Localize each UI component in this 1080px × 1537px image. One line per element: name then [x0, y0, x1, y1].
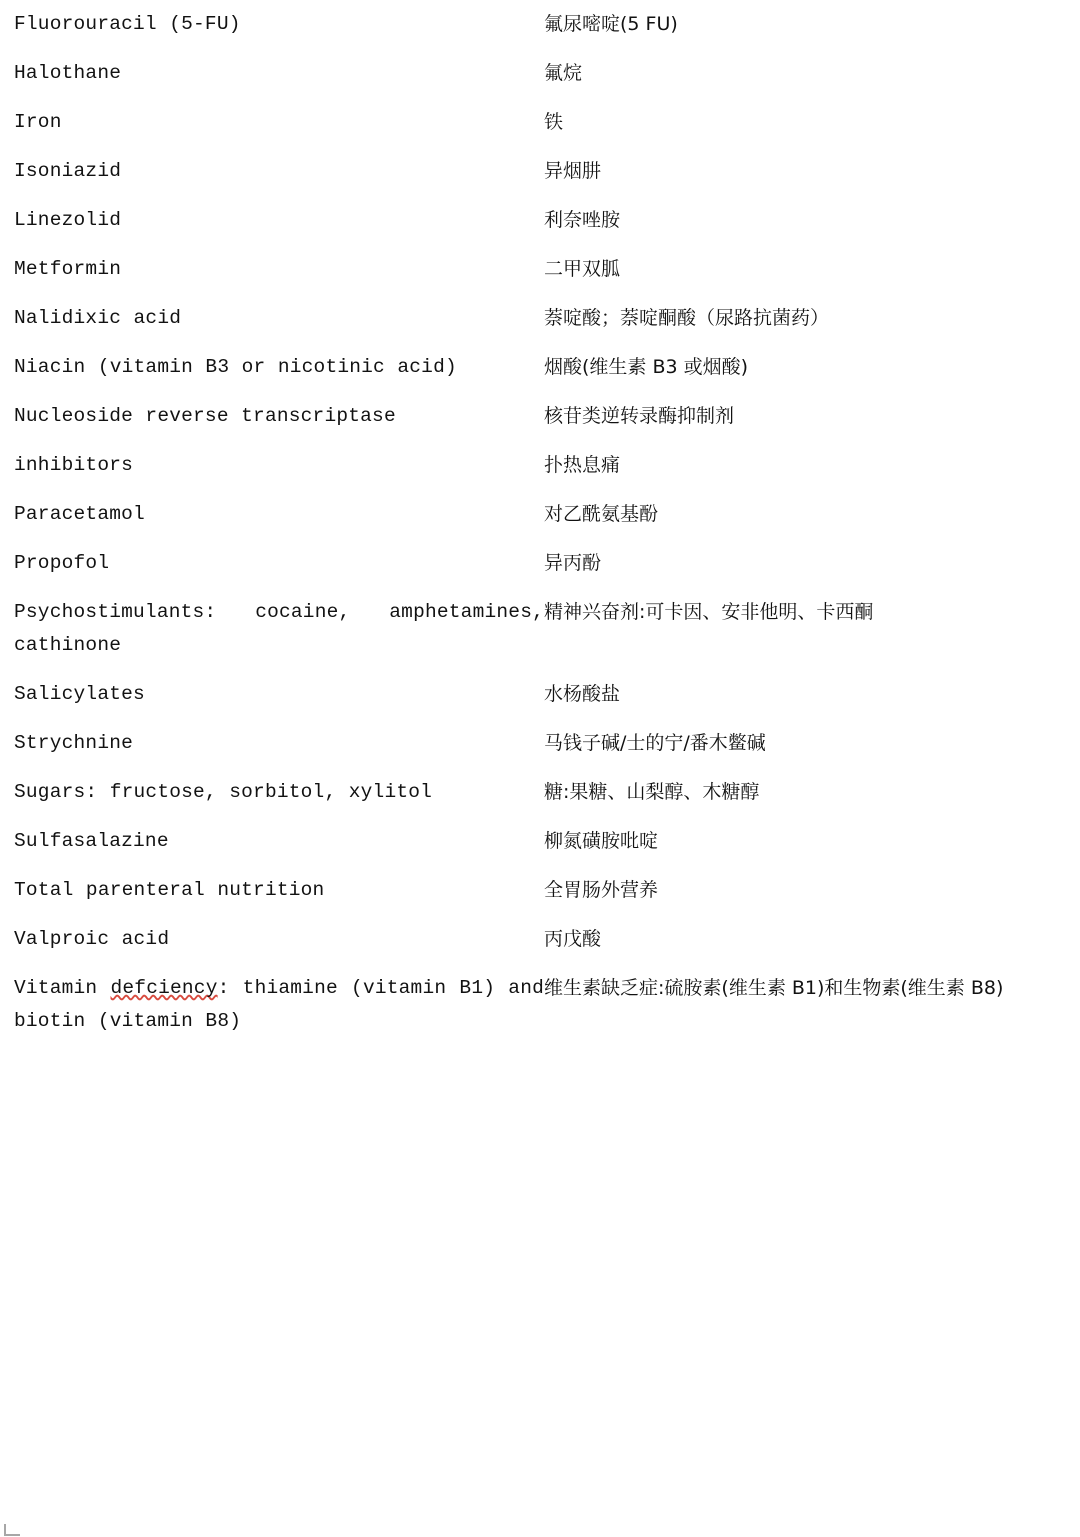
- term-chinese: 丙戊酸: [544, 928, 602, 950]
- term-english: Sugars: fructose, sorbitol, xylitol: [14, 781, 433, 803]
- term-chinese: 核苷类逆转录酶抑制剂: [544, 405, 735, 427]
- term-english: Niacin (vitamin B3 or nicotinic acid): [14, 356, 457, 378]
- term-english: Sulfasalazine: [14, 830, 169, 852]
- table-row: [14, 294, 1066, 343]
- table-row: [14, 866, 1066, 915]
- term-english: Fluorouracil (5-FU): [14, 13, 241, 35]
- term-english: inhibitors: [14, 454, 134, 476]
- term-chinese: 萘啶酸；萘啶酮酸（尿路抗菌药）: [544, 307, 830, 329]
- term-chinese: 柳氮磺胺吡啶: [544, 830, 659, 852]
- term-chinese: 异烟肼: [544, 160, 602, 182]
- table-row: [14, 588, 1066, 670]
- bilingual-glossary-table: [14, 0, 1066, 1046]
- term-english: Isoniazid: [14, 160, 122, 182]
- term-chinese: 烟酸(维生素 B3 或烟酸): [544, 356, 749, 378]
- term-english: Salicylates: [14, 683, 145, 705]
- term-english: Propofol: [14, 552, 110, 574]
- term-english: Psychostimulants: cocaine, amphetamines, cathinone: [14, 601, 544, 656]
- term-english-with-spelling-error: [14, 964, 544, 1046]
- table-row: [14, 915, 1066, 964]
- table-row: [14, 0, 1066, 49]
- term-chinese: 利奈唑胺: [544, 209, 621, 231]
- term-chinese: 精神兴奋剂:可卡因、安非他明、卡西酮: [544, 601, 874, 623]
- term-chinese: 异丙酚: [544, 552, 602, 574]
- term-english: Iron: [14, 111, 62, 133]
- term-chinese: 维生素缺乏症:硫胺素(维生素 B1)和生物素(维生素 B8): [544, 977, 1004, 999]
- table-row: [14, 196, 1066, 245]
- term-english: Metformin: [14, 258, 122, 280]
- term-chinese: 全胃肠外营养: [544, 879, 659, 901]
- term-english: Strychnine: [14, 732, 134, 754]
- page-corner-mark-icon: [4, 1524, 20, 1536]
- term-english: Paracetamol: [14, 503, 145, 525]
- table-row: [14, 719, 1066, 768]
- page-bottom-edge: [0, 1533, 1080, 1537]
- term-chinese: 氟烷: [544, 62, 583, 84]
- term-english: Valproic acid: [14, 928, 170, 950]
- text-before-misspelling: Vitamin: [14, 977, 111, 999]
- term-chinese: 马钱子碱/士的宁/番木鳖碱: [544, 732, 766, 754]
- table-row: [14, 670, 1066, 719]
- table-row: [14, 49, 1066, 98]
- table-row: [14, 817, 1066, 866]
- term-chinese: 扑热息痛: [544, 454, 621, 476]
- term-english: Halothane: [14, 62, 122, 84]
- term-english: Total parenteral nutrition: [14, 879, 325, 901]
- term-english: Nucleoside reverse transcriptase: [14, 405, 396, 427]
- table-row: [14, 539, 1066, 588]
- term-english: Linezolid: [14, 209, 122, 231]
- table-row: [14, 98, 1066, 147]
- table-row: [14, 490, 1066, 539]
- table-row: [14, 964, 1066, 1046]
- term-chinese: 铁: [544, 111, 564, 133]
- term-chinese: 水杨酸盐: [544, 683, 621, 705]
- table-row: [14, 147, 1066, 196]
- table-row: [14, 441, 1066, 490]
- page-top-rule: [14, 0, 1066, 1]
- term-english: Nalidixic acid: [14, 307, 182, 329]
- table-row: [14, 392, 1066, 441]
- term-chinese: 对乙酰氨基酚: [544, 503, 659, 525]
- misspelled-word: defciency: [110, 977, 218, 999]
- table-row: [14, 245, 1066, 294]
- table-row: [14, 768, 1066, 817]
- table-row: [14, 343, 1066, 392]
- term-chinese: 氟尿嘧啶(5 FU): [544, 13, 678, 35]
- term-chinese: 糖:果糖、山梨醇、木糖醇: [544, 781, 760, 803]
- term-chinese: 二甲双胍: [544, 258, 621, 280]
- text-after-misspelling: : thiamine (vitamin B1) and biotin (vitamin B8): [14, 977, 544, 1032]
